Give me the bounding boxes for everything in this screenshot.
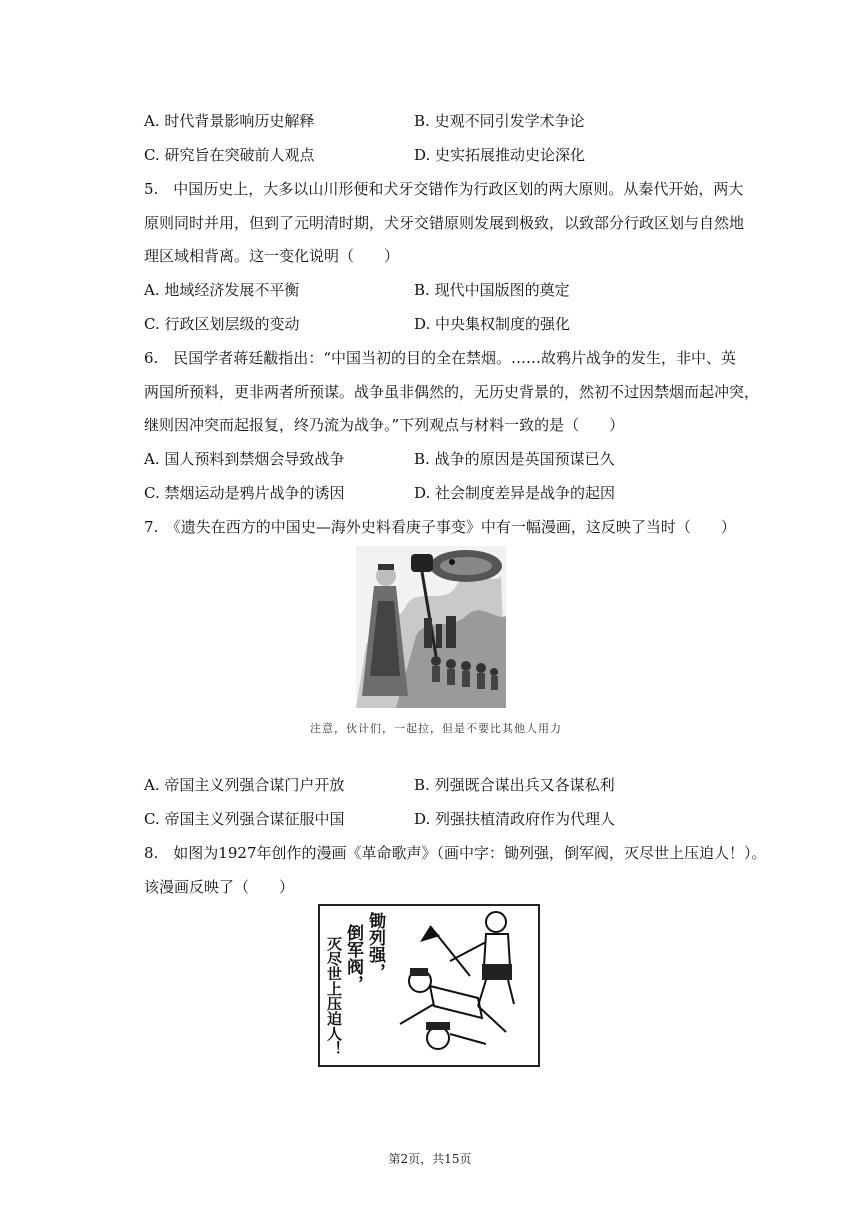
q6-stem-line-1: 6. 民国学者蒋廷黻指出：“中国当初的目的全在禁烟。……故鸦片战争的发生，非中、英 [144,349,736,367]
q6-option-c: C. 禁烟运动是鸦片战争的诱因 [144,484,345,502]
q5-option-a: A. 地域经济发展不平衡 [144,281,300,299]
q4-option-b: B. 史观不同引发学术争论 [414,112,585,130]
q7-option-d: D. 列强扶植清政府作为代理人 [414,810,616,828]
q7-cartoon-caption: 注意，伙计们，一起拉，但是不要比其他人用力 [310,722,562,735]
q5-stem-line-2: 原则同时并用，但到了元明清时期，犬牙交错原则发展到极致，以致部分行政区划与自然地 [144,214,745,232]
q7-option-a: A. 帝国主义列强合谋门户开放 [144,776,345,794]
q4-option-c: C. 研究旨在突破前人观点 [144,146,315,164]
q6-stem-line-3: 继则因冲突而起报复，终乃流为战争。”下列观点与材料一致的是（ ） [144,416,625,434]
q5-option-c: C. 行政区划层级的变动 [144,315,300,333]
cartoon-text-column-2: 倒军阀， [343,924,363,992]
q6-stem-line-2: 两国所预料，更非两者所预谋。战争虽非偶然的，无历史背景的，然初不过因禁烟而起冲突， [144,383,760,401]
q6-option-b: B. 战争的原因是英国预谋已久 [414,450,615,468]
cartoon-figures-drawing [390,906,538,1065]
q7-stem-line-1: 7. 《遗失在西方的中国史—海外史料看庚子事变》中有一幅漫画，这反映了当时（ ） [144,518,736,536]
q6-option-a: A. 国人预料到禁烟会导致战争 [144,450,345,468]
q8-stem-line-1: 8. 如图为1927年创作的漫画《革命歌声》（画中字：锄列强，倒军阀，灭尽世上压迫人！）。 [144,844,767,862]
q4-option-a: A. 时代背景影响历史解释 [144,112,315,130]
cartoon-text-column-3: 灭尽世上压迫人！ [325,936,343,1056]
q8-cartoon-illustration [318,904,540,1067]
q5-option-b: B. 现代中国版图的奠定 [414,281,570,299]
q5-stem-line-1: 5. 中国历史上，大多以山川形便和犬牙交错作为行政区划的两大原则。从秦代开始，两大 [144,180,744,198]
q7-cartoon-illustration [356,546,506,708]
q5-option-d: D. 中央集权制度的强化 [414,315,571,333]
cartoon-text-column-1: 锄列强， [365,912,385,980]
q8-stem-line-2: 该漫画反映了（ ） [144,878,295,896]
q5-stem-line-3: 理区域相背离。这一变化说明（ ） [144,247,400,265]
q7-option-c: C. 帝国主义列强合谋征服中国 [144,810,345,828]
q4-option-d: D. 史实拓展推动史论深化 [414,146,586,164]
q7-option-b: B. 列强既合谋出兵又各谋私利 [414,776,615,794]
page-number-footer: 第2页，共15页 [388,1152,472,1166]
q6-option-d: D. 社会制度差异是战争的起因 [414,484,616,502]
